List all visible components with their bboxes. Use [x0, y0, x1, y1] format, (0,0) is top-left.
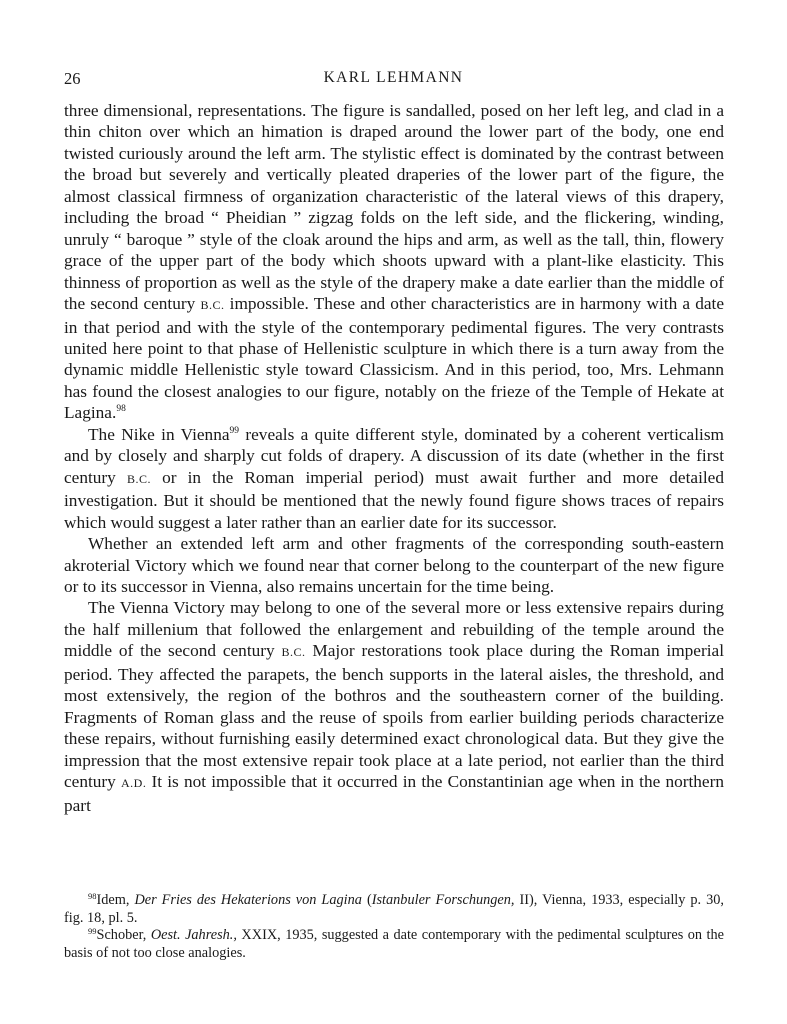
italic-title: Oest. Jahresh.,: [150, 927, 237, 944]
era-abbrev: B.C.: [126, 471, 151, 486]
text-run: reveals a quite different style, dominated by a coherent verticalism and by closely and sharply cut folds of drapery. A discussion of its date (whether in the first century: [64, 424, 724, 487]
footnote-98: [64, 892, 724, 927]
text-run: (: [366, 892, 372, 908]
footnote-99: [64, 927, 724, 962]
running-title: KARL LEHMANN: [323, 69, 464, 86]
text-run: It is not impossible that it occurred in the Constantinian age when in the northern part: [64, 772, 724, 815]
footnote-ref-99[interactable]: 99: [229, 425, 240, 436]
era-abbrev: B.C.: [281, 645, 306, 660]
paragraph-1: [64, 100, 724, 424]
text-run: Major restorations took place during the Roman imperial period. They affected the parapets, the bench supports in the lateral aisles, the threshold, and most extensively, the region of the bothros and the southeastern corner of the building. Fragments of Roman glass and the reuse of spoils from earlier building periods characterize these repairs, without furnishing easily determined exact chronological data. But they give the impression that the most extensive repair took place at a late period, not earlier than the third century: [64, 641, 725, 792]
main-text: [64, 100, 724, 816]
era-abbrev: B.C.: [200, 298, 225, 313]
text-run: XXIX, 1935, suggested a date contemporary with the pedimental sculptures on the basis of not too close analogies.: [64, 927, 724, 961]
text-run: three dimensional, representations. The figure is sandalled, posed on her left leg, and clad in a thin chiton over which an himation is draped around the lower part of the body, one end twisted curiously around the left arm. The stylistic effect is dominated by the contrast between the broad but severely and vertically pleated draperies of the lower part of the figure, the almost classical firmness of organization characteristic of the lateral views of this drapery, including the broad “ Pheidian ” zigzag folds on the left side, and the flickering, winding, unruly “ baroque ” style of the cloak around the hips and arm, as well as the tall, thin, flowery grace of the upper part of the body which shoots upward with a plant-like elasticity. This thinness of proportion as well as the style of the drapery make a date earlier than the middle of the second century: [64, 101, 724, 314]
footnote-number: 99: [88, 926, 97, 937]
italic-title: Der Fries des Hekaterions von Lagina: [134, 892, 362, 908]
text-run: The Nike in Vienna: [88, 424, 230, 444]
text-run: II), Vienna, 1933, especially p. 30, fig. 18, pl. 5.: [64, 892, 724, 926]
text-run: Schober,: [96, 927, 147, 944]
text-run: Whether an extended left arm and other fragments of the corresponding south-eastern akroterial Victory which we found near that corner belong to the counterpart of the new figure or to its successor in Vienna, also remains uncertain for the time being.: [64, 534, 724, 596]
footnotes: [64, 892, 724, 962]
era-abbrev: A.D.: [121, 776, 147, 791]
page-number: 26: [64, 69, 81, 88]
text-run: impossible. These and other characteristics are in harmony with a date in that period and with the style of the contemporary pedimental figures. The very contrasts united here point to that phase of Hellenistic sculpture in which there is a turn away from the dynamic middle Hellenistic style toward Classicism. And in this period, too, Mrs. Lehmann has found the closest analogies to our figure, notably on the frieze of the Temple of Hekate at Lagina.: [64, 294, 725, 423]
page-header: [64, 69, 723, 93]
text-run: Idem,: [96, 892, 130, 908]
text-run: The Vienna Victory may belong to one of the several more or less extensive repairs during the half millenium that followed the enlargement and rebuilding of the temple around the middle of the second century: [64, 598, 724, 661]
footnote-ref-98[interactable]: 98: [116, 404, 126, 415]
paragraph-4: [64, 597, 724, 816]
italic-title: Istanbuler Forschungen,: [371, 892, 515, 908]
paragraph-3: [64, 533, 724, 597]
footnote-number: 98: [88, 891, 97, 901]
text-run: or in the Roman imperial period) must await further and more detailed investigation. But it should be mentioned that the newly found figure shows traces of repairs which would suggest a later rather than an earlier date for its successor.: [64, 467, 724, 532]
paragraph-2: [64, 424, 724, 533]
